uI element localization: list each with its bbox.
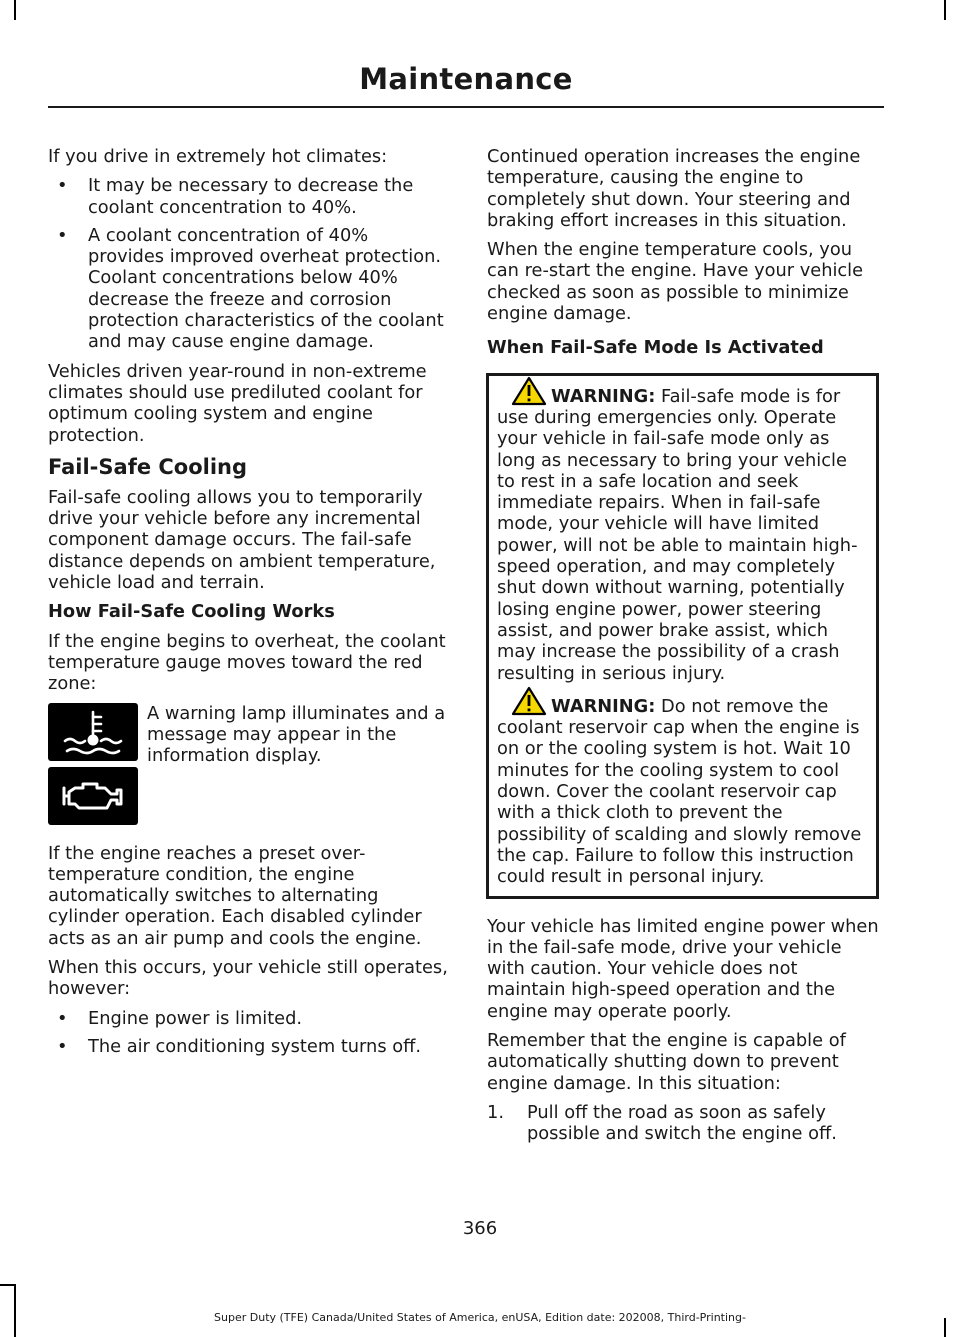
warning-lamp-description: A warning lamp illuminates and a message may appear in the information display. <box>147 702 446 767</box>
left-column <box>48 146 448 1065</box>
list-item: • It may be necessary to decrease the coolant concentration to 40%. <box>57 175 414 218</box>
bullet-marker: • <box>57 1035 68 1057</box>
limited-power-paragraph: Your vehicle has limited engine power when in the fail-safe mode, drive your vehicle with caution. Your vehicle does not maintain high-speed operation and the engine may operate poorly. <box>487 915 879 1022</box>
warning-lamp-row <box>48 703 448 831</box>
remember-paragraph: Remember that the engine is capable of automatically shutting down to prevent engine damage. In this situation: <box>487 1029 846 1094</box>
engine-cools-paragraph: When the engine temperature cools, you can re-start the engine. Have your vehicle checked as soon as possible to minimize engine damage. <box>487 239 864 325</box>
warning-triangle-icon <box>511 376 547 406</box>
header-rule <box>48 106 884 108</box>
fail-safe-heading: Fail-Safe Cooling <box>48 454 248 479</box>
crop-mark-top-left <box>14 0 16 20</box>
list-item: • The air conditioning system turns off. <box>57 1035 422 1057</box>
list-item: • Engine power is limited. <box>57 1007 303 1029</box>
coolant-temperature-warning-icon <box>48 703 138 761</box>
page-number: 366 <box>462 1218 498 1239</box>
hot-climate-list <box>48 175 448 352</box>
intro-paragraph: If you drive in extremely hot climates: <box>48 146 388 167</box>
bullet-marker: • <box>57 175 68 197</box>
when-occurs-paragraph: When this occurs, your vehicle still operates, however: <box>48 957 448 1000</box>
step-number: 1. <box>487 1101 504 1123</box>
over-temperature-paragraph: If the engine reaches a preset over-temperature condition, the engine automatically switches to alternating cylinder operation. Each disabled cylinder acts as an air pump and cools the engine. <box>48 842 422 949</box>
edition-footer: Super Duty (TFE) Canada/United States of America, enUSA, Edition date: 202008, Third-Printing- <box>214 1311 746 1324</box>
warning-lamp-icons <box>48 703 138 831</box>
check-engine-icon <box>48 767 138 825</box>
warning-triangle-icon <box>511 686 547 716</box>
page-title: Maintenance <box>359 62 573 96</box>
warning-coolant-cap: WARNING: Do not remove the coolant reservoir cap when the engine is on or the cooling system is hot. Wait 10 minutes for the cooling system to cool down. Cover the coolant reservoir cap with a thick cloth to prevent the possibility of scalding and slowly remove the cap. Failure to follow this instruction could result in personal injury. <box>497 692 870 888</box>
bullet-marker: • <box>57 1007 68 1029</box>
bullet-marker: • <box>57 224 68 246</box>
warning-box <box>486 373 879 899</box>
continued-operation-paragraph: Continued operation increases the engine temperature, causing the engine to completely shut down. Your steering and braking effort increases in this situation. <box>487 146 861 231</box>
fail-safe-paragraph: Fail-safe cooling allows you to temporarily drive your vehicle before any incremental component damage occurs. The fail-safe distance depends on ambient temperature, vehicle load and terrain. <box>48 486 436 594</box>
right-column <box>487 146 879 1152</box>
list-item: 1. Pull off the road as soon as safely possible and switch the engine off. <box>487 1101 837 1145</box>
warning-fail-safe: WARNING: Fail-safe mode is for use during emergencies only. Operate your vehicle in fail-safe mode only as long as necessary to bring your vehicle to rest in a safe location and seek immediate repairs. When in fail-safe mode, your vehicle will have limited power, will not be able to maintain high-speed operation, and may completely shut down without warning, potentially losing engine power, power steering assist, and power brake assist, which may increase the possibility of a crash resulting in serious injury. <box>497 382 870 684</box>
crop-mark-top-right <box>944 0 946 20</box>
steps-list <box>487 1102 879 1145</box>
fail-safe-activated-subheading: When Fail-Safe Mode Is Activated <box>487 337 824 359</box>
how-it-works-subheading: How Fail-Safe Cooling Works <box>48 601 335 623</box>
warning-label: WARNING: <box>551 695 656 717</box>
crop-mark-bottom-left-h <box>0 1284 16 1286</box>
year-round-paragraph: Vehicles driven year-round in non-extreme climates should use prediluted coolant for optimum cooling system and engine protection. <box>48 360 427 446</box>
list-item: • A coolant concentration of 40% provides improved overheat protection. Coolant concentrations below 40% decrease the freeze and corrosion protection characteristics of the coolant and may cause engine damage. <box>57 224 444 353</box>
limitations-list <box>48 1008 448 1058</box>
warning-label: WARNING: <box>551 385 656 407</box>
overheat-paragraph: If the engine begins to overheat, the coolant temperature gauge moves toward the red zone: <box>48 630 446 695</box>
